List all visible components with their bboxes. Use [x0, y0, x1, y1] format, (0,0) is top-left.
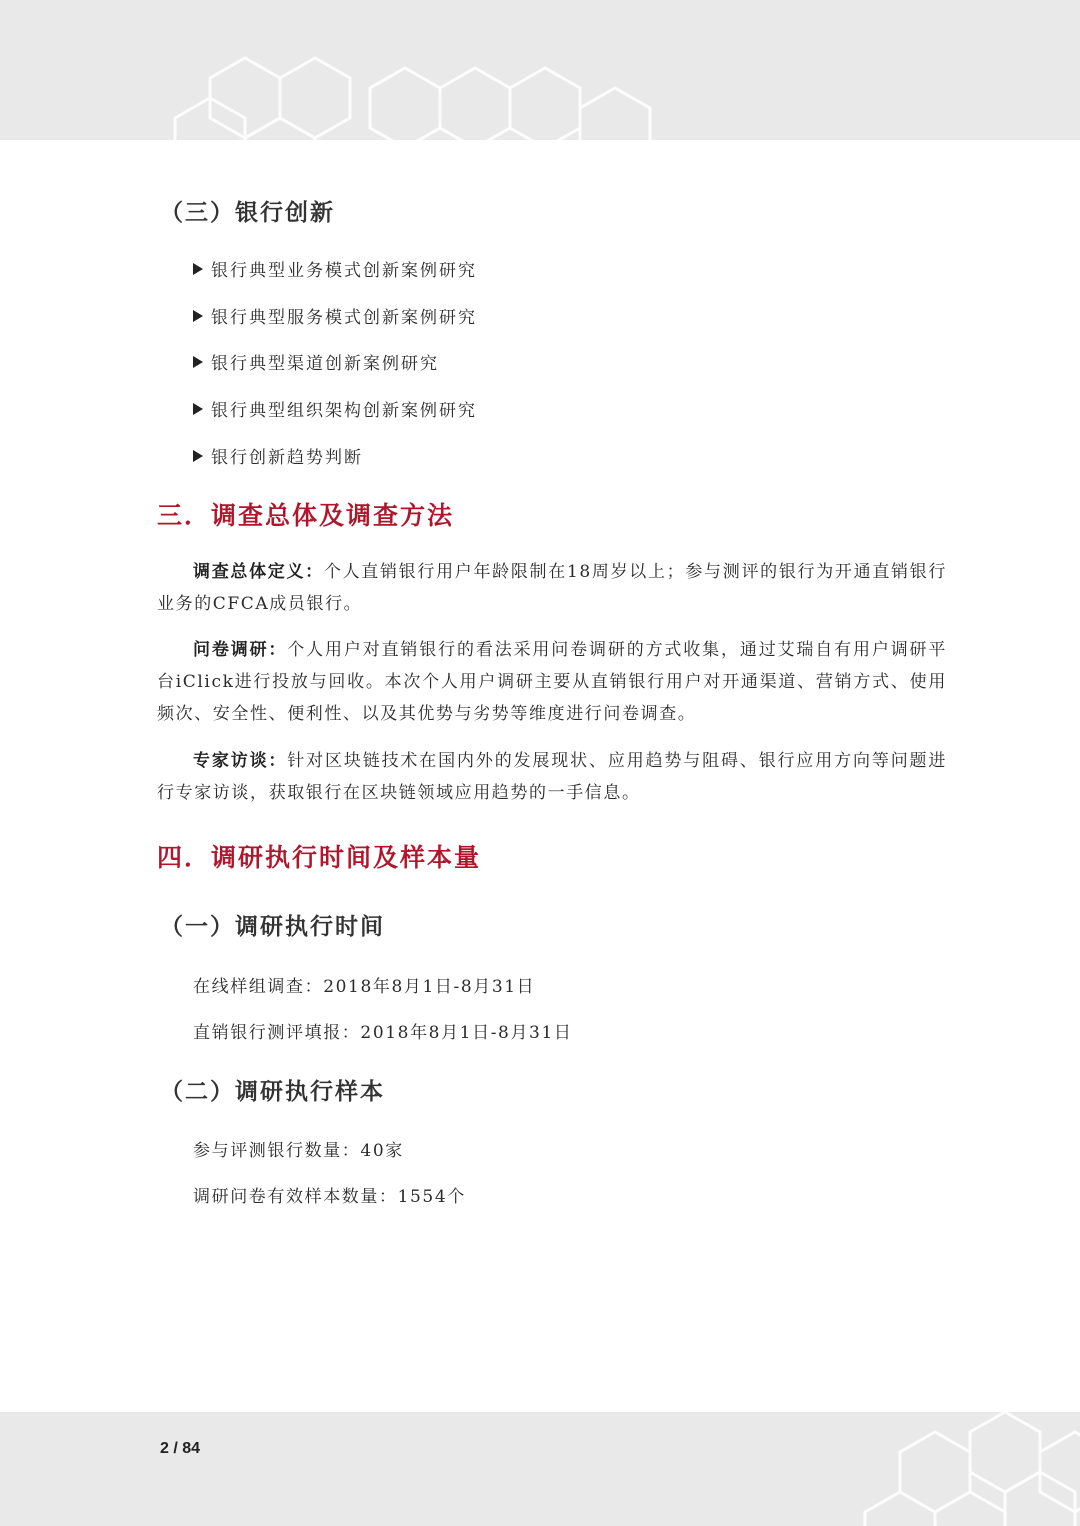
arrow-bullet-icon	[193, 263, 203, 275]
list-item: 银行典型业务模式创新案例研究	[193, 256, 477, 281]
paragraph-survey-definition: 调查总体定义：个人直销银行用户年龄限制在18周岁以上；参与测评的银行为开通直销银行业务的CFCA成员银行。	[157, 562, 948, 614]
list-item: 银行创新趋势判断	[193, 443, 363, 468]
info-line-bank-evaluation: 直销银行测评填报：2018年8月1日-8月31日	[193, 1023, 573, 1043]
page-number: 2 / 84	[160, 1440, 201, 1457]
arrow-bullet-icon	[193, 450, 203, 462]
footer-band	[0, 1412, 1080, 1526]
subsection-heading-sample: （二）调研执行样本	[160, 1078, 385, 1105]
info-line-sample-count: 调研问卷有效样本数量：1554个	[193, 1187, 466, 1207]
hexagon-pattern-decoration	[0, 0, 1080, 140]
list-item: 银行典型服务模式创新案例研究	[193, 303, 477, 328]
paragraph-label: 调查总体定义：	[193, 562, 324, 582]
arrow-bullet-icon	[193, 356, 203, 368]
info-line-bank-count: 参与评测银行数量：40家	[193, 1141, 404, 1161]
arrow-bullet-icon	[193, 310, 203, 322]
section-heading-execution: 四．调研执行时间及样本量	[157, 843, 482, 872]
hexagon-pattern-decoration	[0, 1412, 1080, 1526]
info-line-online-panel: 在线样组调查：2018年8月1日-8月31日	[193, 977, 536, 997]
paragraph-expert-interview: 专家访谈：针对区块链技术在国内外的发展现状、应用趋势与阻碍、银行应用方向等问题进行专家访谈，获取银行在区块链领域应用趋势的一手信息。	[157, 751, 948, 803]
paragraph-questionnaire: 问卷调研：个人用户对直销银行的看法采用问卷调研的方式收集，通过艾瑞自有用户调研平台iClick进行投放与回收。本次个人用户调研主要从直销银行用户对开通渠道、营销方式、使用频次、安全性、便利性、以及其优势与劣势等维度进行问卷调查。	[157, 640, 948, 724]
list-item: 银行典型组织架构创新案例研究	[193, 396, 477, 421]
subsection-heading-time: （一）调研执行时间	[160, 913, 385, 940]
section-heading-survey-method: 三．调查总体及调查方法	[157, 501, 455, 530]
arrow-bullet-icon	[193, 403, 203, 415]
header-band	[0, 0, 1080, 140]
list-item: 银行典型渠道创新案例研究	[193, 349, 439, 374]
paragraph-label: 问卷调研：	[193, 640, 288, 660]
section-heading-bank-innovation: （三）银行创新	[160, 199, 335, 226]
paragraph-label: 专家访谈：	[193, 751, 288, 771]
